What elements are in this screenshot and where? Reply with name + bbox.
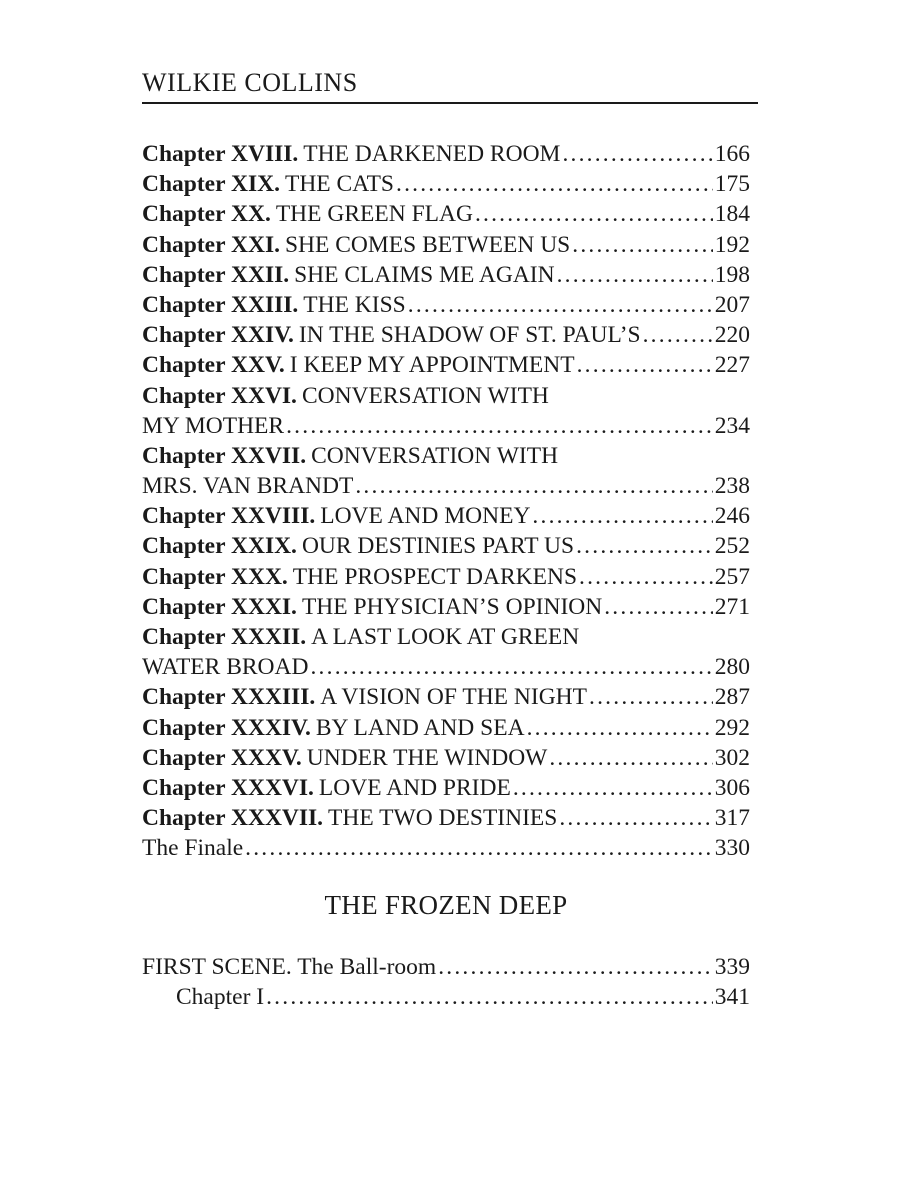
- dot-leader: [513, 773, 713, 803]
- page-number: 302: [714, 744, 750, 771]
- chapter-number: Chapter XXVIII.: [142, 503, 316, 530]
- page-number: 227: [714, 352, 750, 379]
- page-number: 220: [714, 322, 750, 349]
- chapter-title: THE KISS: [303, 291, 406, 318]
- dot-leader: [245, 833, 713, 863]
- chapter-title: BY LAND AND SEA: [315, 714, 525, 741]
- entry-label: [142, 682, 587, 712]
- dot-leader: [604, 592, 713, 622]
- dot-leader: [408, 290, 713, 320]
- page-number: 207: [714, 291, 750, 318]
- page-number: 238: [714, 473, 750, 500]
- chapter-number: Chapter XXX.: [142, 563, 288, 590]
- page-number: 271: [714, 593, 750, 620]
- running-head-author: WILKIE COLLINS: [142, 68, 358, 97]
- entry-label: [142, 441, 558, 471]
- page-number: 330: [714, 835, 750, 862]
- chapter-title: THE CATS: [284, 171, 394, 198]
- page-number: 184: [714, 201, 750, 228]
- chapter-number: Chapter XXI.: [142, 231, 280, 258]
- chapter-title: LOVE AND PRIDE: [318, 774, 511, 801]
- page-number: 234: [714, 412, 750, 439]
- dot-leader: [559, 803, 712, 833]
- dot-leader: [576, 531, 713, 561]
- toc-entry: [142, 562, 750, 592]
- toc-entry: [142, 350, 750, 380]
- dot-leader: [527, 713, 713, 743]
- page-number: 317: [714, 805, 750, 832]
- chapter-number: Chapter XX.: [142, 201, 271, 228]
- dot-leader: [438, 952, 713, 982]
- toc-entry: [142, 592, 750, 622]
- toc-entry: [142, 381, 750, 411]
- entry-label: [142, 139, 560, 169]
- toc-entry: [142, 803, 750, 833]
- chapter-number: Chapter XXXIV.: [142, 714, 311, 741]
- section-title: THE FROZEN DEEP: [324, 890, 568, 920]
- chapter-title: CONVERSATION WITH: [311, 442, 559, 469]
- chapter-number: Chapter XXXV.: [142, 744, 302, 771]
- table-of-contents-frozen-deep: [142, 952, 750, 1012]
- dot-leader: [577, 350, 713, 380]
- dot-leader: [549, 743, 712, 773]
- entry-label: [142, 622, 579, 652]
- dot-leader: [310, 652, 712, 682]
- chapter-title: THE PROSPECT DARKENS: [292, 563, 578, 590]
- chapter-number: Chapter XVIII.: [142, 141, 299, 167]
- page-number: 166: [714, 141, 750, 167]
- entry-label: [142, 743, 547, 773]
- toc-entry: [142, 169, 750, 199]
- toc-entry: [142, 199, 750, 229]
- dot-leader: [643, 320, 713, 350]
- entry-label: [142, 290, 406, 320]
- page-number: 280: [714, 654, 750, 681]
- chapter-title: THE GREEN FLAG: [275, 201, 473, 228]
- chapter-title: THE DARKENED ROOM: [303, 141, 561, 167]
- table-of-contents: [142, 139, 750, 864]
- page-number: 246: [714, 503, 750, 530]
- chapter-title: CONVERSATION WITH: [301, 382, 549, 409]
- page-number: 198: [714, 261, 750, 288]
- toc-entry: [142, 290, 750, 320]
- toc-entry: [142, 139, 750, 169]
- toc-entry: [142, 230, 750, 260]
- entry-label: [142, 803, 557, 833]
- dot-leader: [579, 562, 713, 592]
- chapter-title: I KEEP MY APPOINTMENT: [289, 352, 575, 379]
- dot-leader: [286, 411, 713, 441]
- chapter-number: Chapter XXII.: [142, 261, 290, 288]
- toc-entry-continuation: [142, 411, 750, 441]
- chapter-title: THE PHYSICIAN’S OPINION: [301, 593, 603, 620]
- page-number: 339: [714, 954, 750, 980]
- entry-label: [142, 320, 641, 350]
- chapter-number: Chapter XXIII.: [142, 291, 299, 318]
- chapter-number: Chapter XXXI.: [142, 593, 297, 620]
- chapter-title: SHE COMES BETWEEN US: [284, 231, 571, 258]
- toc-entry: [142, 622, 750, 652]
- chapter-title: The Finale: [142, 835, 244, 862]
- chapter-number: Chapter XXV.: [142, 352, 285, 379]
- page-number: 341: [714, 984, 750, 1011]
- page-number: 192: [714, 231, 750, 258]
- entry-label: [142, 531, 574, 561]
- dot-leader: [266, 982, 713, 1012]
- toc-entry-continuation: [142, 471, 750, 501]
- page-number: 175: [714, 171, 750, 198]
- entry-label: [142, 260, 555, 290]
- chapter-title-continuation: MRS. VAN BRANDT: [142, 473, 354, 500]
- chapter-title: SHE CLAIMS ME AGAIN: [294, 261, 555, 288]
- chapter-number: Chapter XXXIII.: [142, 684, 316, 711]
- dot-leader: [396, 169, 713, 199]
- entry-label: [142, 592, 602, 622]
- toc-entry: [142, 982, 750, 1012]
- dot-leader: [355, 471, 712, 501]
- page-number: 252: [714, 533, 750, 560]
- chapter-title: IN THE SHADOW OF ST. PAUL’S: [298, 322, 641, 349]
- chapter-title-continuation: WATER BROAD: [142, 654, 309, 681]
- toc-entry: [142, 952, 750, 982]
- toc-entry: [142, 501, 750, 531]
- toc-entry: [142, 320, 750, 350]
- chapter-number: Chapter XXIV.: [142, 322, 294, 349]
- chapter-number: Chapter XXIX.: [142, 533, 297, 560]
- entry-label: [142, 713, 525, 743]
- entry-label: [142, 833, 243, 863]
- dot-leader: [557, 260, 713, 290]
- chapter-title: THE TWO DESTINIES: [328, 805, 558, 832]
- entry-label: [142, 199, 473, 229]
- chapter-title: A LAST LOOK AT GREEN: [311, 624, 580, 650]
- toc-entry: [142, 773, 750, 803]
- chapter-number: Chapter XXXVII.: [142, 805, 324, 832]
- entry-title: FIRST SCENE. The Ball-room: [142, 954, 437, 980]
- chapter-number: Chapter XIX.: [142, 171, 280, 198]
- chapter-title: LOVE AND MONEY: [320, 503, 531, 530]
- page-number: 306: [714, 774, 750, 801]
- chapter-number: Chapter XXVI.: [142, 382, 297, 409]
- entry-label: [142, 501, 530, 531]
- page-number: 257: [714, 563, 750, 590]
- entry-label: [142, 773, 511, 803]
- chapter-number: Chapter XXVII.: [142, 442, 307, 469]
- page-number: 292: [714, 714, 750, 741]
- dot-leader: [475, 199, 713, 229]
- dot-leader: [572, 230, 713, 260]
- dot-leader: [532, 501, 712, 531]
- toc-entry: [142, 833, 750, 863]
- dot-leader: [589, 682, 713, 712]
- entry-label: [142, 562, 577, 592]
- running-head: [142, 68, 758, 104]
- entry-label: [142, 350, 575, 380]
- chapter-title: UNDER THE WINDOW: [306, 744, 548, 771]
- toc-entry: [142, 531, 750, 561]
- chapter-title: OUR DESTINIES PART US: [301, 533, 575, 560]
- toc-entry: [142, 743, 750, 773]
- chapter-number: Chapter XXXVI.: [142, 774, 314, 801]
- toc-entry: [142, 713, 750, 743]
- toc-entry-continuation: [142, 652, 750, 682]
- chapter-title: A VISION OF THE NIGHT: [320, 684, 588, 711]
- entry-label: [142, 381, 549, 411]
- page-number: 287: [714, 684, 750, 711]
- toc-entry: [142, 682, 750, 712]
- toc-entry: [142, 441, 750, 471]
- chapter-title-continuation: MY MOTHER: [142, 412, 285, 439]
- entry-title: Chapter I: [176, 984, 265, 1011]
- dot-leader: [562, 139, 712, 169]
- toc-entry: [142, 260, 750, 290]
- entry-label: [142, 169, 394, 199]
- chapter-number: Chapter XXXII.: [142, 624, 307, 650]
- entry-label: [142, 230, 570, 260]
